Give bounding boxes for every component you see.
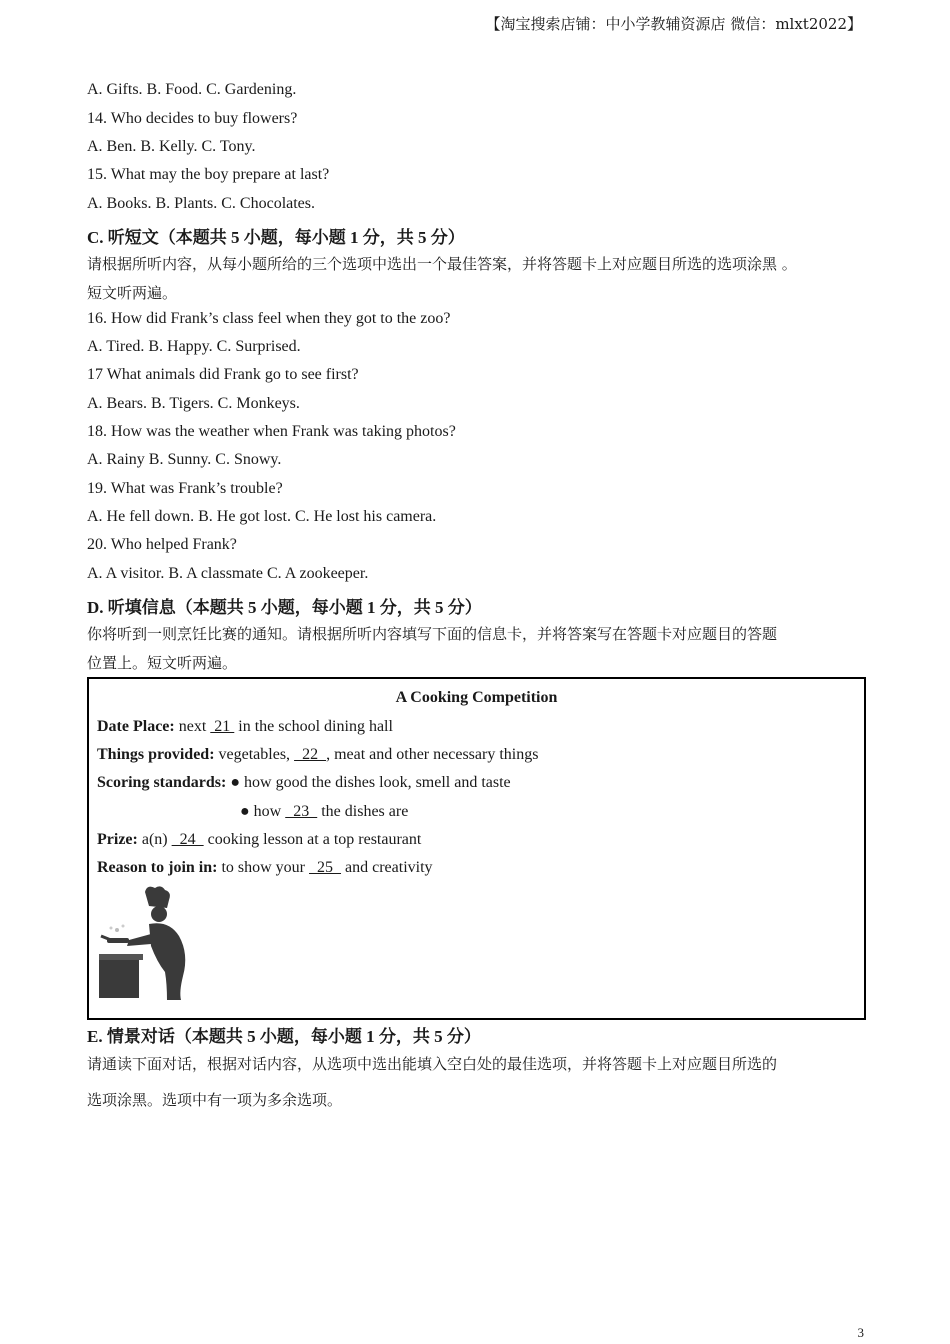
q14-options: A. Ben. B. Kelly. C. Tony.	[87, 138, 256, 155]
info-card	[87, 677, 866, 1020]
prize-label: Prize:	[97, 831, 138, 848]
date-place-row	[97, 718, 393, 736]
q16-options: A. Tired. B. Happy. C. Surprised.	[87, 338, 301, 355]
q20-options: A. A visitor. B. A classmate C. A zookeeper.	[87, 565, 369, 582]
chef-icon	[97, 884, 193, 1002]
page-header: 【淘宝搜索店铺：中小学教辅资源店 微信：mlxt2022】	[485, 15, 862, 33]
reason-text: to show your	[217, 859, 310, 876]
things-provided-row	[97, 746, 538, 764]
info-card-title: A Cooking Competition	[395, 689, 558, 706]
q14-question: 14. Who decides to buy flowers?	[87, 110, 298, 127]
scoring-row-2	[240, 803, 408, 821]
prize-row	[97, 831, 421, 849]
blank-24: 24	[171, 831, 204, 848]
prize-text-post: cooking lesson at a top restaurant	[203, 831, 422, 848]
section-e-heading: E. 情景对话（本题共 5 小题，每小题 1 分，共 5 分）	[87, 1027, 481, 1046]
q20-question: 20. Who helped Frank?	[87, 536, 237, 553]
section-d-heading: D. 听填信息（本题共 5 小题，每小题 1 分，共 5 分）	[87, 598, 482, 617]
section-c-instructions-2: 短文听两遍。	[87, 284, 178, 302]
date-text-post: in the school dining hall	[234, 718, 393, 735]
scoring-item-1: ● how good the dishes look, smell and taste	[226, 774, 511, 791]
things-text-post: , meat and other necessary things	[326, 746, 539, 763]
blank-21: 21	[210, 718, 235, 735]
q18-question: 18. How was the weather when Frank was taking photos?	[87, 423, 456, 440]
q13-options: A. Gifts. B. Food. C. Gardening.	[87, 81, 297, 98]
q15-options: A. Books. B. Plants. C. Chocolates.	[87, 195, 316, 212]
scoring-row	[97, 774, 511, 792]
section-d-instructions: 你将听到一则烹饪比赛的通知。请根据所听内容填写下面的信息卡，并将答案写在答题卡对应题目的答题	[87, 625, 778, 643]
q18-options: A. Rainy B. Sunny. C. Snowy.	[87, 451, 282, 468]
blank-22: 22	[294, 746, 327, 763]
page-number: 3	[857, 1325, 864, 1340]
things-provided-label: Things provided:	[97, 746, 215, 763]
date-text: next	[174, 718, 211, 735]
q15-question: 15. What may the boy prepare at last?	[87, 166, 330, 183]
blank-23: 23	[285, 803, 318, 820]
section-e-instructions-2: 选项涂黑。选项中有一项为多余选项。	[87, 1091, 343, 1109]
q17-question: 17 What animals did Frank go to see first?	[87, 366, 359, 383]
things-text: vegetables,	[214, 746, 295, 763]
reason-row	[97, 859, 433, 877]
q16-question: 16. How did Frank’s class feel when they got to the zoo?	[87, 310, 451, 327]
section-c-heading: C. 听短文（本题共 5 小题，每小题 1 分，共 5 分）	[87, 228, 465, 247]
scoring-label: Scoring standards:	[97, 774, 227, 791]
section-c-instructions: 请根据所听内容，从每小题所给的三个选项中选出一个最佳答案，并将答题卡上对应题目所选的选项涂黑 。	[87, 255, 797, 273]
reason-text-post: and creativity	[341, 859, 433, 876]
scoring-item-2: ● how	[240, 803, 286, 820]
section-d-instructions-2: 位置上。短文听两遍。	[87, 654, 238, 672]
q17-options: A. Bears. B. Tigers. C. Monkeys.	[87, 395, 300, 412]
prize-text: a(n)	[137, 831, 172, 848]
date-place-label: Date Place:	[97, 718, 175, 735]
q19-question: 19. What was Frank’s trouble?	[87, 480, 283, 497]
q19-options: A. He fell down. B. He got lost. C. He lost his camera.	[87, 508, 437, 525]
section-e-instructions: 请通读下面对话，根据对话内容，从选项中选出能填入空白处的最佳选项，并将答题卡上对应题目所选的	[87, 1055, 778, 1073]
scoring-item-2-post: the dishes are	[317, 803, 409, 820]
reason-label: Reason to join in:	[97, 859, 218, 876]
blank-25: 25	[309, 859, 342, 876]
